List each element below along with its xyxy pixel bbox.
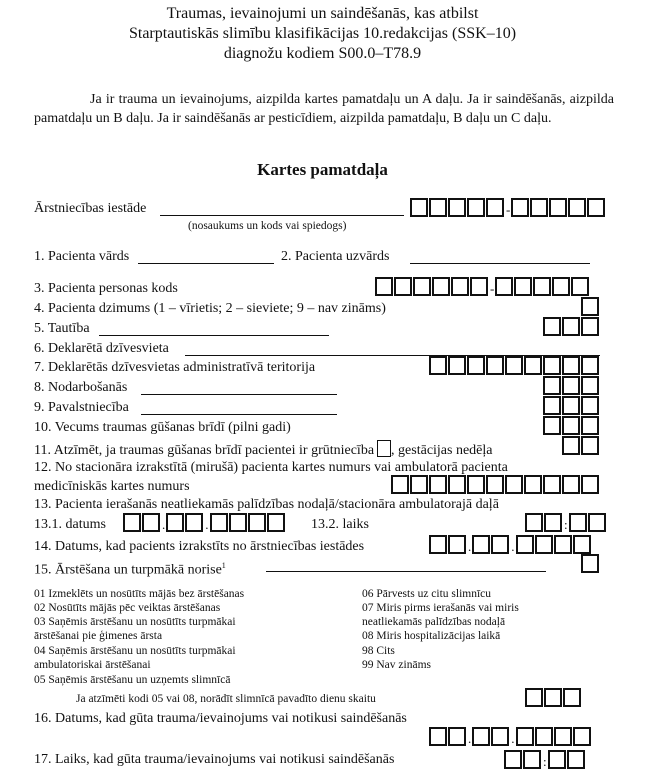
- outcome-option: 04 Saņēmis ārstēšanu un nosūtīts turpmākai: [34, 645, 236, 657]
- arrival-time-boxes[interactable]: [525, 513, 607, 532]
- intro-paragraph: Ja ir trauma un ievainojums, aizpilda kartes pamatdaļu un A daļu. Ja ir saindēšanās, aizpilda pamatdaļu un B daļu. Ja ir saindēšanās ar pesticīdiem, aizpilda pamatdaļu, B daļu un C daļu.: [34, 92, 614, 126]
- date-separator: .: [205, 517, 209, 532]
- date-separator: .: [468, 731, 472, 746]
- injury-date-boxes[interactable]: [429, 727, 592, 746]
- field-8-label: 8. Nodarbošanās: [34, 380, 128, 395]
- facility-code-separator: -: [506, 202, 511, 217]
- nationality-input[interactable]: [99, 335, 329, 336]
- header-line-2: Starptautiskās slimību klasifikācijas 10.redakcijas (SSK–10): [128, 25, 517, 42]
- discharge-date-boxes[interactable]: [429, 535, 592, 554]
- field-7-label: 7. Deklarētās dzīvesvietas administratīvā teritorija: [34, 360, 316, 375]
- age-boxes[interactable]: [543, 416, 600, 435]
- date-separator: .: [162, 517, 166, 532]
- header-line-3: diagnožu kodiem S00.0–T78.9: [223, 45, 422, 62]
- injury-time-boxes[interactable]: [504, 750, 586, 769]
- time-separator: :: [564, 517, 568, 532]
- outcome-option: ārstēšanai pie ģimenes ārsta: [34, 630, 163, 642]
- header-line-1: Traumas, ievainojumi un saindēšanās, kas atbilst: [166, 5, 479, 22]
- citizenship-code-boxes[interactable]: [543, 396, 600, 415]
- occupation-code-boxes[interactable]: [543, 376, 600, 395]
- hospital-days-note: Ja atzīmēti kodi 05 vai 08, norādīt slimnīcā pavadīto dienu skaitu: [76, 693, 376, 705]
- field-2-label: 2. Pacienta uzvārds: [281, 249, 390, 264]
- gender-box[interactable]: [581, 297, 600, 316]
- outcome-option: 05 Saņēmis ārstēšanu un uzņemts slimnīcā: [34, 674, 231, 686]
- gestation-week-label: , gestācijas nedēļa: [391, 443, 493, 458]
- personal-code-separator: -: [490, 281, 495, 296]
- outcome-option: 08 Miris hospitalizācijas laikā: [362, 630, 501, 642]
- field-16-label: 16. Datums, kad gūta trauma/ievainojums vai notikusi saindēšanās: [34, 711, 407, 726]
- outcome-option: 98 Cits: [362, 645, 395, 657]
- gestation-week-boxes[interactable]: [562, 436, 600, 455]
- facility-hint: (nosaukums un kods vai spiedogs): [188, 220, 347, 232]
- field-14-label: 14. Datums, kad pacients izrakstīts no ārstniecības iestādes: [34, 539, 365, 554]
- field-5-label: 5. Tautība: [34, 321, 90, 336]
- citizenship-input[interactable]: [141, 414, 337, 415]
- last-name-input[interactable]: [410, 263, 590, 264]
- outcome-option: neatliekamās palīdzības nodaļā: [362, 616, 506, 628]
- field-4-label: 4. Pacienta dzimums (1 – vīrietis; 2 – sieviete; 9 – nav zināms): [34, 301, 386, 316]
- field-9-label: 9. Pavalstniecība: [34, 400, 129, 415]
- occupation-input[interactable]: [141, 394, 337, 395]
- field-13-label: 13. Pacienta ierašanās neatliekamās palīdzības nodaļā/stacionāra ambulatorajā daļā: [34, 497, 499, 512]
- nationality-code-boxes[interactable]: [543, 317, 600, 336]
- field-10-label: 10. Vecums traumas gūšanas brīdī (pilni gadi): [34, 420, 291, 435]
- outcome-option: 02 Nosūtīts mājās pēc veiktas ārstēšanas: [34, 602, 221, 614]
- first-name-input[interactable]: [138, 263, 274, 264]
- treatment-outcome-input[interactable]: [266, 571, 546, 572]
- field-13-2-label: 13.2. laiks: [311, 517, 369, 532]
- outcome-option: ambulatoriskai ārstēšanai: [34, 659, 151, 671]
- field-11-row: [34, 440, 493, 459]
- field-6-label: 6. Deklarētā dzīvesvieta: [34, 341, 169, 356]
- date-separator: .: [468, 539, 472, 554]
- arrival-date-boxes[interactable]: [123, 513, 286, 532]
- footnote-marker: 1: [221, 561, 226, 570]
- field-12-label-b: medicīniskās kartes numurs: [34, 479, 190, 494]
- pregnancy-checkbox[interactable]: [377, 440, 391, 457]
- treatment-outcome-box[interactable]: [581, 554, 600, 573]
- hospital-days-boxes[interactable]: [525, 688, 582, 707]
- field-12-label-a: 12. No stacionāra izrakstītā (mirušā) pacienta kartes numurs vai ambulatorā pacienta: [34, 460, 508, 475]
- outcome-option: 06 Pārvests uz citu slimnīcu: [362, 588, 492, 600]
- personal-code-boxes[interactable]: [375, 277, 590, 296]
- section-title: Kartes pamatdaļa: [257, 160, 388, 179]
- field-17-label: 17. Laiks, kad gūta trauma/ievainojums vai notikusi saindēšanās: [34, 752, 395, 767]
- outcome-option: 01 Izmeklēts un nosūtīts mājās bez ārstēšanas: [34, 588, 245, 600]
- medical-card-number-boxes[interactable]: [391, 475, 600, 494]
- field-11-label: 11. Atzīmēt, ja traumas gūšanas brīdī pacientei ir grūtniecība: [34, 443, 375, 458]
- facility-name-input[interactable]: [160, 215, 404, 216]
- outcome-option: 03 Saņēmis ārstēšanu un nosūtīts turpmākai: [34, 616, 236, 628]
- field-1-label: 1. Pacienta vārds: [34, 249, 130, 264]
- field-15-label: 15. Ārstēšana un turpmākā norise$^1$: [34, 561, 226, 578]
- facility-label: Ārstniecības iestāde: [34, 201, 147, 216]
- date-separator: .: [511, 539, 515, 554]
- outcome-option: 07 Miris pirms ierašanās vai miris: [362, 602, 519, 614]
- time-separator: :: [543, 754, 547, 769]
- field-3-label: 3. Pacienta personas kods: [34, 281, 178, 296]
- field-13-1-label: 13.1. datums: [34, 517, 106, 532]
- territory-code-boxes[interactable]: [429, 356, 600, 375]
- date-separator: .: [511, 731, 515, 746]
- facility-code-boxes[interactable]: [410, 198, 606, 217]
- outcome-option: 99 Nav zināms: [362, 659, 431, 671]
